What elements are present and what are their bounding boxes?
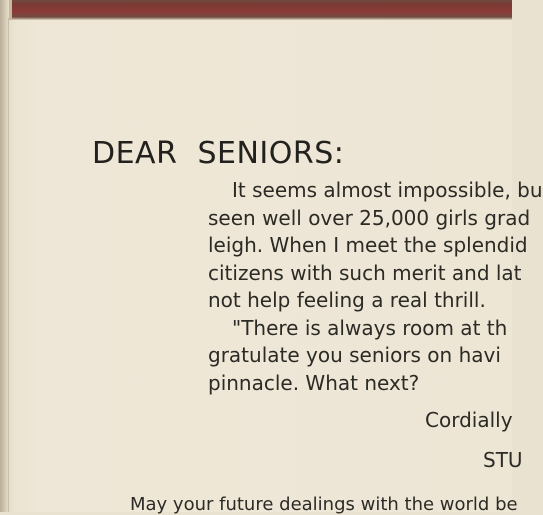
- footer-text: May your future dealings with the world be: [130, 494, 518, 515]
- letter-closing: Cordially: [425, 408, 513, 432]
- letter-line: gratulate you seniors on havi: [208, 343, 501, 367]
- letter-line: citizens with such merit and lat: [208, 261, 522, 285]
- letter-line: seen well over 25,000 girls grad: [208, 206, 531, 230]
- letter-line: not help feeling a real thrill.: [208, 288, 486, 312]
- letter-line: leigh. When I meet the splendid: [208, 233, 528, 257]
- binding-line: [8, 18, 9, 512]
- letter-line: "There is always room at th: [232, 316, 508, 340]
- letter-line: It seems almost impossible, bu: [232, 178, 543, 202]
- letter-salutation: DEAR SENIORS:: [92, 136, 345, 171]
- book-cover-edge: [0, 0, 512, 20]
- letter-signature: STU: [483, 448, 523, 472]
- letter-line: pinnacle. What next?: [208, 371, 420, 395]
